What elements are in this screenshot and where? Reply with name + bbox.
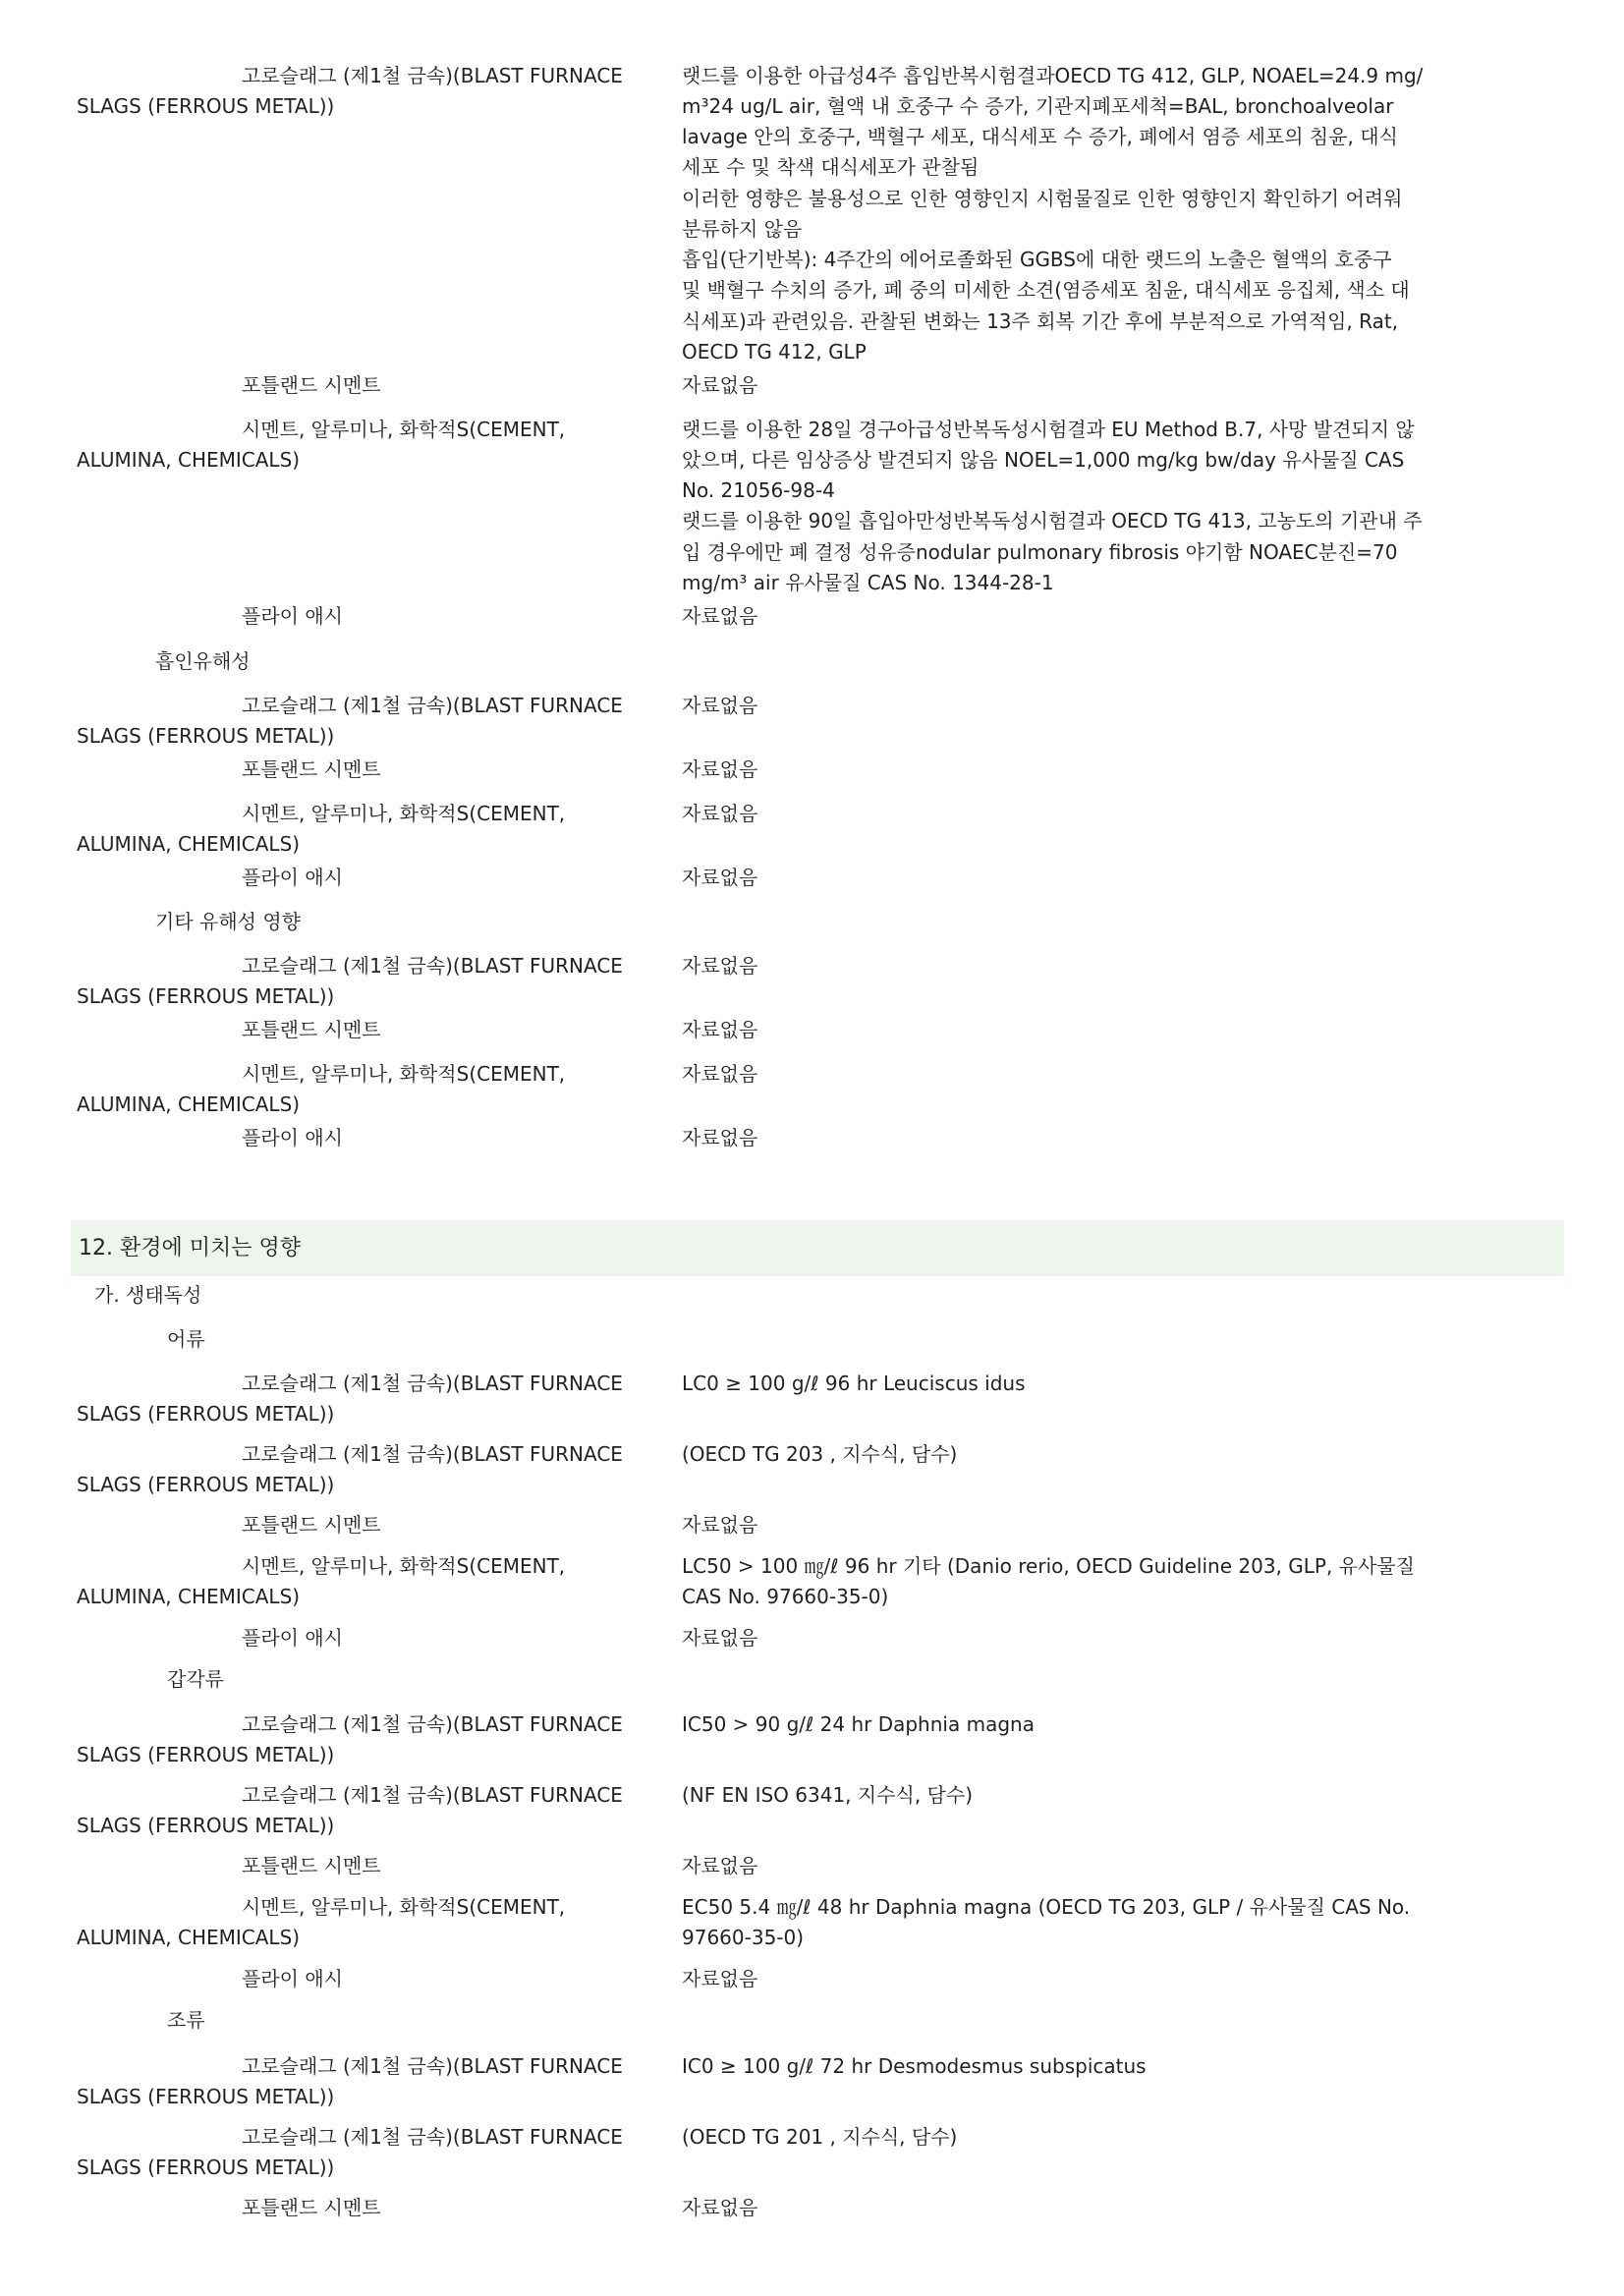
substance-label-flyash: 플라이 애시 (242, 1967, 343, 1990)
toxicity-value-line: OECD TG 412, GLP (682, 340, 867, 364)
substance-label-gbfs-cont: SLAGS (FERROUS METAL)) (77, 1402, 335, 1426)
toxicity-value-line: 이러한 영향은 불용성으로 인한 영향인지 시험물질로 인한 영향인지 확인하기 어려워 (682, 187, 1403, 210)
substance-label-portland: 포틀랜드 시멘트 (242, 1513, 381, 1537)
toxicity-value-line: lavage 안의 호중구, 백혈구 세포, 대식세포 수 증가, 폐에서 염증 세포의 침윤, 대식 (682, 125, 1398, 148)
subheading-crustacea: 갑각류 (167, 1667, 224, 1691)
substance-label-cement-cont: ALUMINA, CHEMICALS) (77, 1092, 301, 1116)
substance-label-flyash: 플라이 애시 (242, 1626, 343, 1650)
toxicity-value: 자료없음 (682, 1018, 758, 1041)
toxicity-value: 자료없음 (682, 373, 758, 397)
substance-label-cement: 시멘트, 알루미나, 화학적S(CEMENT, (242, 1062, 566, 1086)
toxicity-value: 자료없음 (682, 694, 758, 717)
substance-label-gbfs: 고로슬래그 (제1철 금속)(BLAST FURNACE (242, 64, 623, 87)
toxicity-value-line: 입 경우에만 폐 결정 성유증nodular pulmonary fibrosis 야기함 NOAEC분진=70 (682, 540, 1398, 564)
ecotox-value: IC50 > 90 g/ℓ 24 hr Daphnia magna (682, 1712, 1035, 1736)
toxicity-value: 자료없음 (682, 954, 758, 978)
substance-label-cement-cont: ALUMINA, CHEMICALS) (77, 448, 301, 472)
ecotox-value-cont: CAS No. 97660-35-0) (682, 1585, 889, 1608)
substance-label-flyash: 플라이 애시 (242, 866, 343, 889)
ecotox-value: 자료없음 (682, 1626, 758, 1650)
toxicity-value-line: m³24 ug/L air, 혈액 내 호중구 수 증가, 기관지폐포세척=BAL, bronchoalveolar (682, 94, 1394, 118)
substance-label-portland: 포틀랜드 시멘트 (242, 373, 381, 397)
substance-label-gbfs: 고로슬래그 (제1철 금속)(BLAST FURNACE (242, 1783, 623, 1807)
substance-label-cement: 시멘트, 알루미나, 화학적S(CEMENT, (242, 418, 566, 441)
subheading-algae: 조류 (167, 2008, 205, 2032)
ecotox-value-cont: 97660-35-0) (682, 1926, 805, 1949)
ecotox-value: EC50 5.4 ㎎/ℓ 48 hr Daphnia magna (OECD TG 203, GLP / 유사물질 CAS No. (682, 1895, 1411, 1919)
substance-label-gbfs-cont: SLAGS (FERROUS METAL)) (77, 2156, 335, 2179)
substance-label-gbfs: 고로슬래그 (제1철 금속)(BLAST FURNACE (242, 694, 623, 717)
substance-label-flyash: 플라이 애시 (242, 604, 343, 628)
toxicity-value-line: 식세포)과 관련있음. 관찰된 변화는 13주 회복 기간 후에 부분적으로 가역적임, Rat, (682, 309, 1399, 333)
substance-label-gbfs-cont: SLAGS (FERROUS METAL)) (77, 1743, 335, 1766)
substance-label-gbfs-cont: SLAGS (FERROUS METAL)) (77, 984, 335, 1008)
substance-label-cement-cont: ALUMINA, CHEMICALS) (77, 832, 301, 856)
substance-label-cement: 시멘트, 알루미나, 화학적S(CEMENT, (242, 1895, 566, 1919)
subheading-fish: 어류 (167, 1327, 205, 1351)
ecotox-value: 자료없음 (682, 2196, 758, 2219)
toxicity-value-line: 및 백혈구 수치의 증가, 폐 중의 미세한 소견(염증세포 침윤, 대식세포 응집체, 색소 대 (682, 278, 1410, 302)
substance-label-gbfs-cont: SLAGS (FERROUS METAL)) (77, 1814, 335, 1837)
substance-label-cement: 시멘트, 알루미나, 화학적S(CEMENT, (242, 1554, 566, 1578)
ecotox-method: (OECD TG 203 , 지수식, 담수) (682, 1442, 958, 1466)
toxicity-value: 자료없음 (682, 802, 758, 825)
ecotox-value: LC0 ≥ 100 g/ℓ 96 hr Leuciscus idus (682, 1372, 1026, 1395)
ecotox-method: (OECD TG 201 , 지수식, 담수) (682, 2125, 958, 2149)
substance-label-cement: 시멘트, 알루미나, 화학적S(CEMENT, (242, 802, 566, 825)
substance-label-gbfs-cont: SLAGS (FERROUS METAL)) (77, 1473, 335, 1496)
toxicity-value: 자료없음 (682, 757, 758, 781)
ecotox-value: LC50 > 100 ㎎/ℓ 96 hr 기타 (Danio rerio, OECD Guideline 203, GLP, 유사물질 (682, 1554, 1415, 1578)
toxicity-value-line: mg/m³ air 유사물질 CAS No. 1344-28-1 (682, 571, 1054, 594)
ecotox-value: 자료없음 (682, 1967, 758, 1990)
ecotox-value: 자료없음 (682, 1854, 758, 1877)
substance-label-cement-cont: ALUMINA, CHEMICALS) (77, 1926, 301, 1949)
section-title: 12. 환경에 미치는 영향 (79, 1236, 301, 1260)
toxicity-value-line: 세포 수 및 착색 대식세포가 관찰됨 (682, 155, 980, 179)
subsection-ecotoxicity: 가. 생태독성 (94, 1283, 202, 1307)
toxicity-value: 자료없음 (682, 866, 758, 889)
subheading-other-hazards: 기타 유해성 영향 (155, 910, 301, 933)
substance-label-gbfs: 고로슬래그 (제1철 금속)(BLAST FURNACE (242, 2054, 623, 2078)
toxicity-value-line: 았으며, 다른 임상증상 발견되지 않음 NOEL=1,000 mg/kg bw/day 유사물질 CAS (682, 448, 1405, 472)
substance-label-cement-cont: ALUMINA, CHEMICALS) (77, 1585, 301, 1608)
toxicity-value-line: 분류하지 않음 (682, 217, 803, 241)
toxicity-value: 자료없음 (682, 1126, 758, 1149)
substance-label-gbfs: 고로슬래그 (제1철 금속)(BLAST FURNACE (242, 1442, 623, 1466)
toxicity-value: 자료없음 (682, 1062, 758, 1086)
substance-label-portland: 포틀랜드 시멘트 (242, 2196, 381, 2219)
substance-label-gbfs: 고로슬래그 (제1철 금속)(BLAST FURNACE (242, 954, 623, 978)
toxicity-value-line: No. 21056-98-4 (682, 478, 835, 502)
substance-label-portland: 포틀랜드 시멘트 (242, 1018, 381, 1041)
substance-label-gbfs-cont: SLAGS (FERROUS METAL)) (77, 94, 335, 118)
substance-label-flyash: 플라이 애시 (242, 1126, 343, 1149)
toxicity-value-line: 흡입(단기반복): 4주간의 에어로졸화된 GGBS에 대한 랫드의 노출은 혈액의 호중구 (682, 248, 1392, 271)
toxicity-value: 자료없음 (682, 604, 758, 628)
substance-label-gbfs-cont: SLAGS (FERROUS METAL)) (77, 2085, 335, 2108)
substance-label-portland: 포틀랜드 시멘트 (242, 1854, 381, 1877)
toxicity-value-line: 랫드를 이용한 28일 경구아급성반복독성시험결과 EU Method B.7, 사망 발견되지 않 (682, 418, 1415, 441)
substance-label-gbfs-cont: SLAGS (FERROUS METAL)) (77, 724, 335, 748)
substance-label-gbfs: 고로슬래그 (제1철 금속)(BLAST FURNACE (242, 2125, 623, 2149)
substance-label-gbfs: 고로슬래그 (제1철 금속)(BLAST FURNACE (242, 1712, 623, 1736)
ecotox-value: IC0 ≥ 100 g/ℓ 72 hr Desmodesmus subspicatus (682, 2054, 1147, 2078)
toxicity-value-line: 랫드를 이용한 90일 흡입아만성반복독성시험결과 OECD TG 413, 고농도의 기관내 주 (682, 509, 1423, 532)
ecotox-method: (NF EN ISO 6341, 지수식, 담수) (682, 1783, 974, 1807)
toxicity-value-line: 랫드를 이용한 아급성4주 흡입반복시험결과OECD TG 412, GLP, NOAEL=24.9 mg/ (682, 64, 1424, 87)
ecotox-value: 자료없음 (682, 1513, 758, 1537)
substance-label-portland: 포틀랜드 시멘트 (242, 757, 381, 781)
substance-label-gbfs: 고로슬래그 (제1철 금속)(BLAST FURNACE (242, 1372, 623, 1395)
subheading-aspiration: 흡인유해성 (155, 649, 251, 673)
